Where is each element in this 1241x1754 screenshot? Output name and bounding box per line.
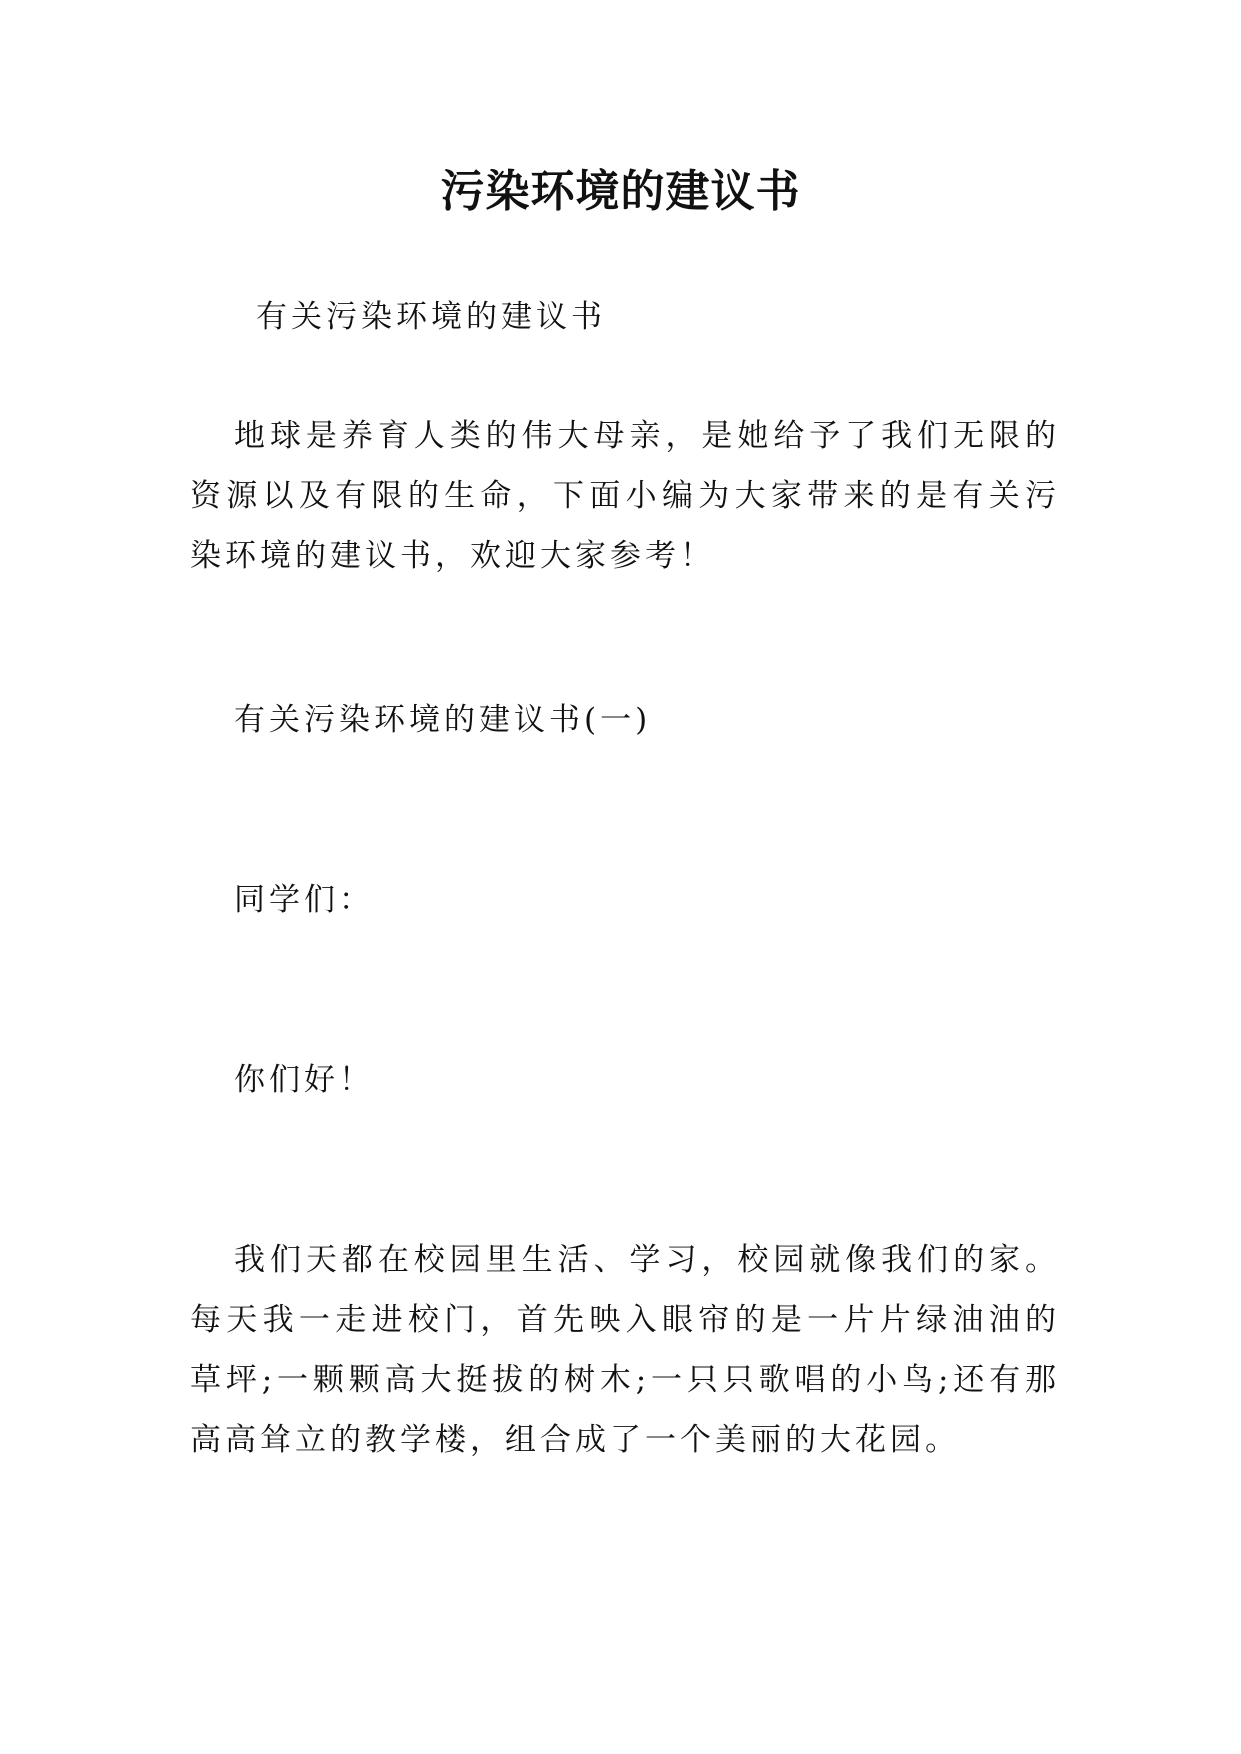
- section-heading: 有关污染环境的建议书(一): [234, 702, 652, 738]
- greeting: 你们好！: [234, 1062, 374, 1098]
- document-title: 污染环境的建议书: [440, 166, 801, 217]
- body-paragraph: 我们天都在校园里生活、学习，校园就像我们的家。每天我一走进校门，首先映入眼帘的是一片片绿油油的草坪;一颗颗高大挺拔的树木;一只只歌唱的小鸟;还有那高高耸立的教学楼，组合成了一个美丽的大花园。: [190, 1242, 1060, 1458]
- document-subtitle: 有关污染环境的建议书: [256, 299, 606, 335]
- intro-paragraph: 地球是养育人类的伟大母亲，是她给予了我们无限的资源以及有限的生命，下面小编为大家带来的是有关污染环境的建议书，欢迎大家参考！: [190, 418, 1060, 574]
- salutation: 同学们：: [234, 882, 374, 918]
